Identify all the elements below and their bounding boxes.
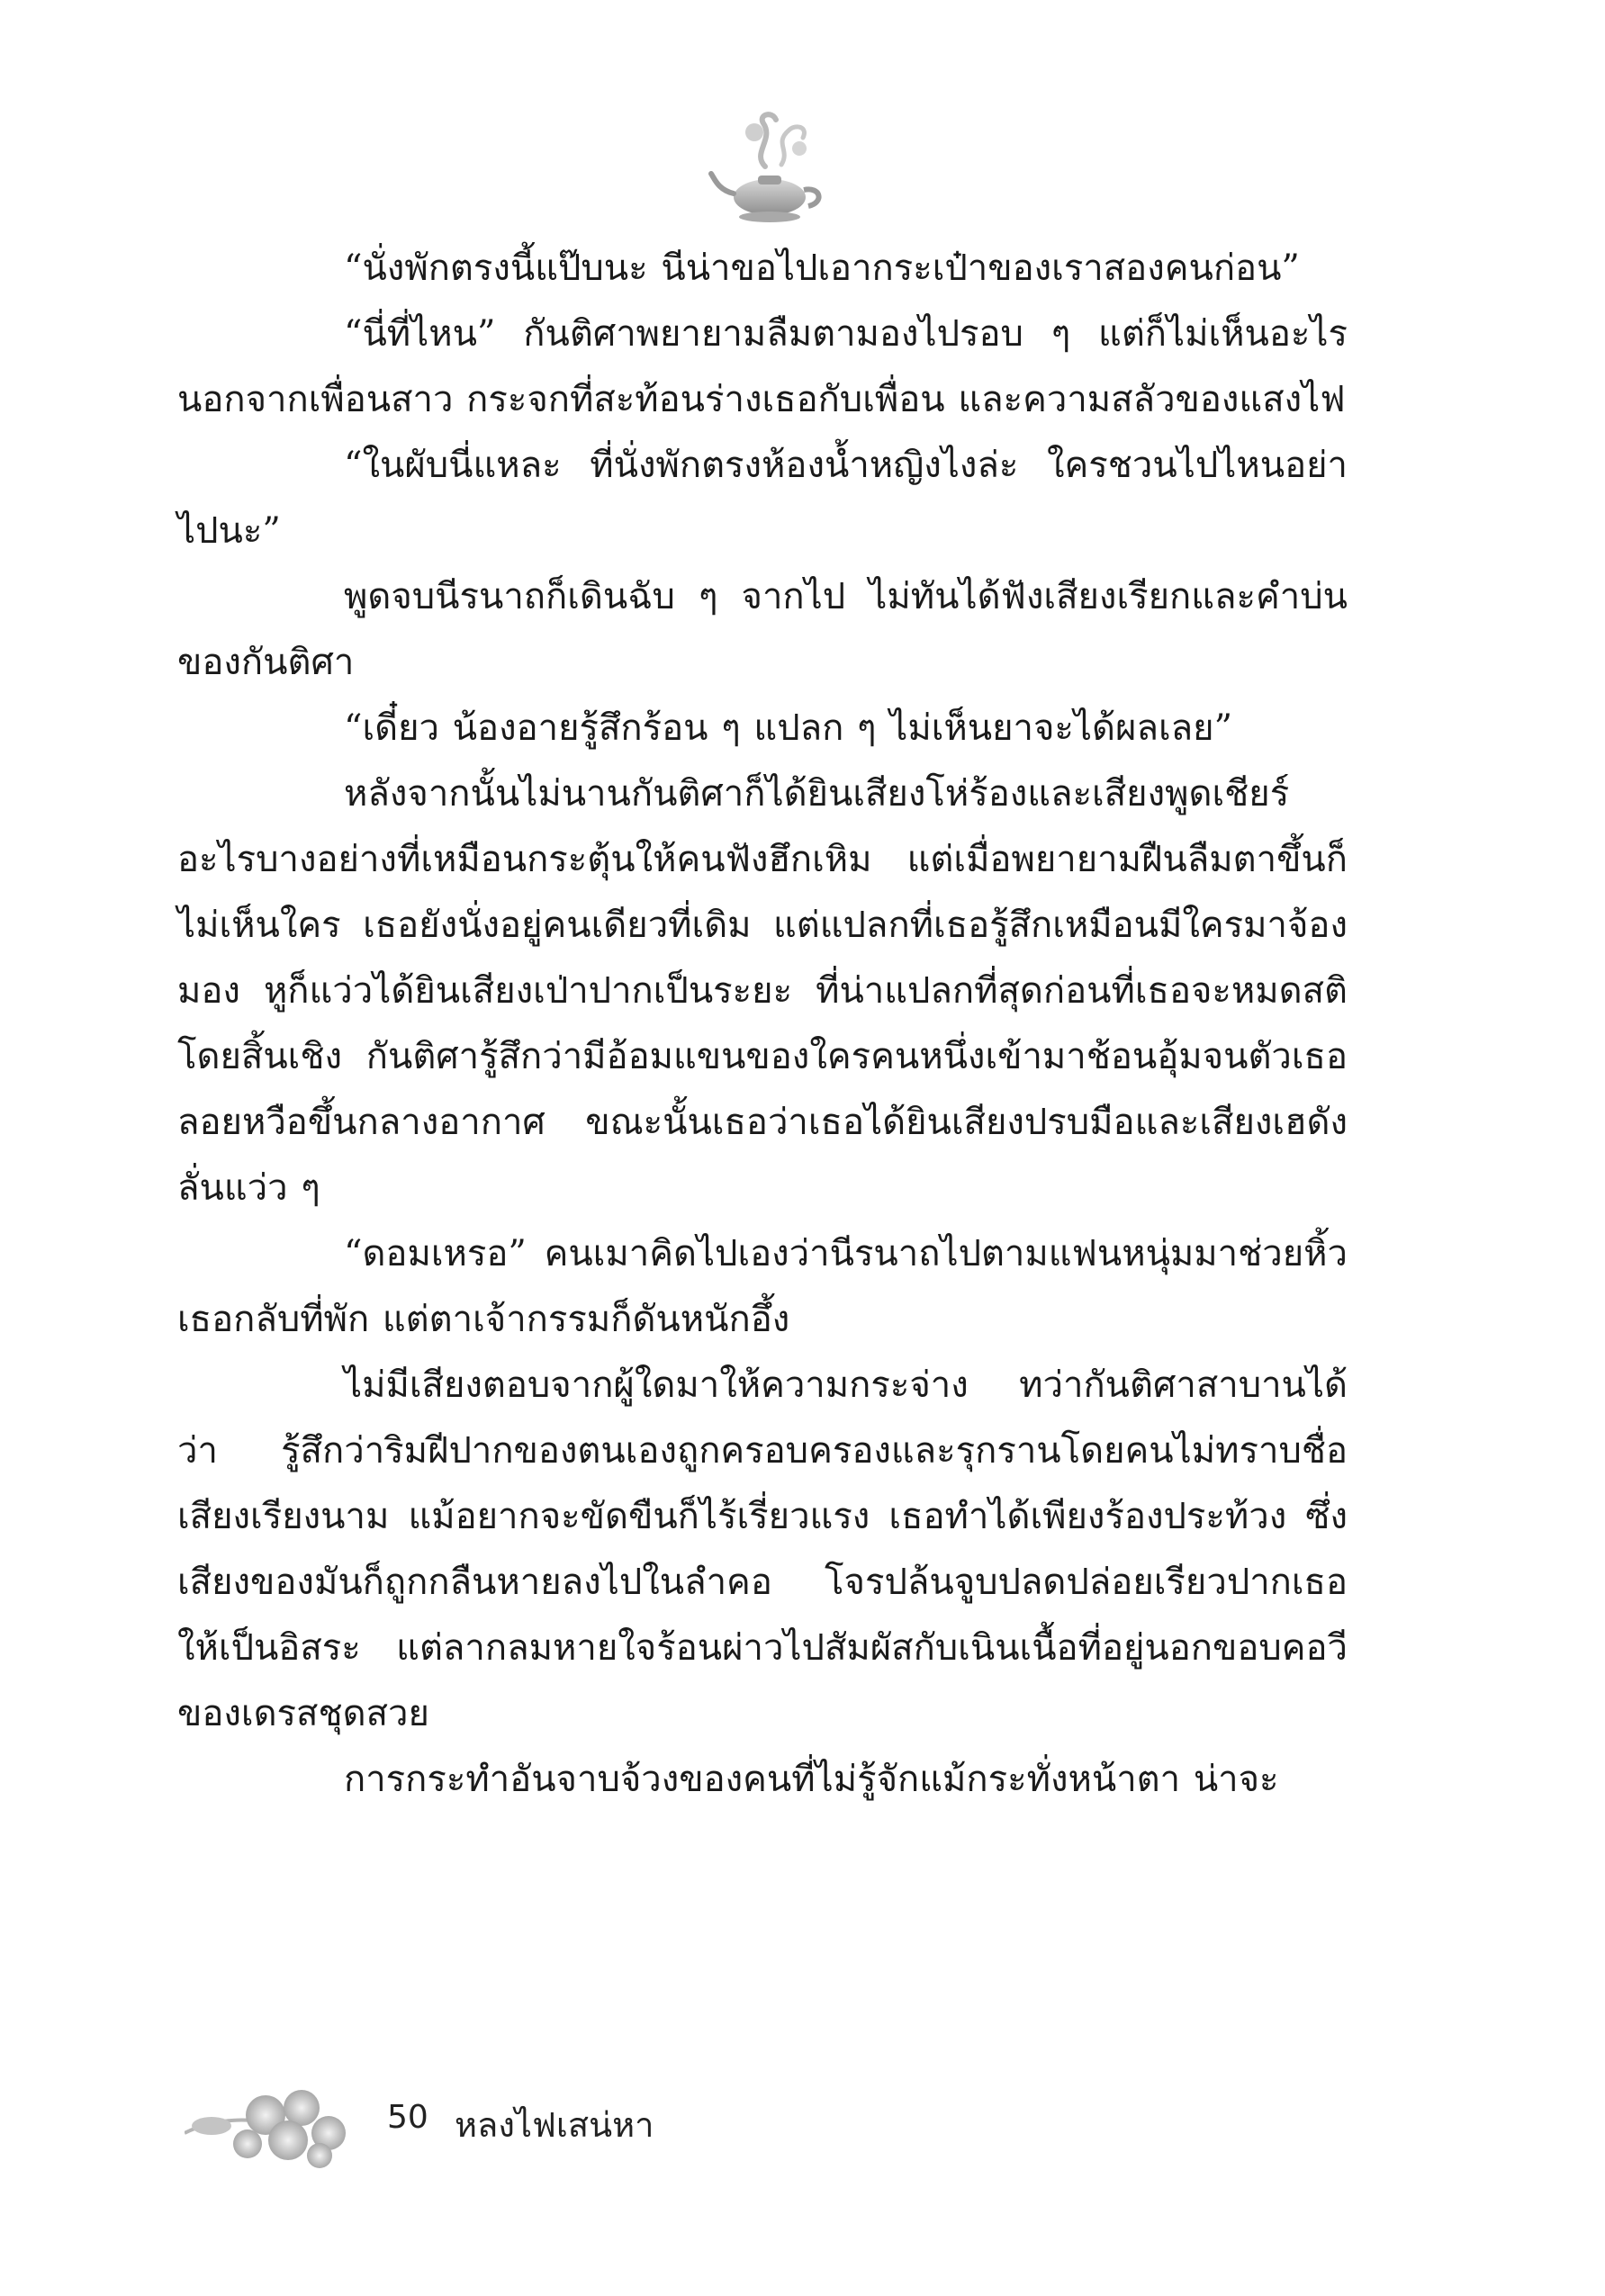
teapot-with-steam-icon: [702, 104, 837, 239]
paragraph: “นั่งพักตรงนี้แป๊บนะ นีน่าขอไปเอากระเป๋าของเราสองคนก่อน”: [344, 248, 1300, 289]
page-footer: [185, 2070, 725, 2169]
book-title: หลงไฟเสน่หา: [455, 2105, 654, 2145]
body-text: [177, 236, 1348, 1813]
paragraph: การกระทำอันจาบจ้วงของคนที่ไม่รู้จักแม้กระทั่งหน้าตา น่าจะ: [344, 1759, 1279, 1800]
paragraph: “ในผับนี่แหละ ที่นั่งพักตรงห้องน้ำหญิงไงล่ะ ใครชวนไปไหนอย่าไปนะ”: [177, 445, 1348, 552]
paragraph: พูดจบนีรนาถก็เดินฉับ ๆ จากไป ไม่ทันได้ฟังเสียงเรียกและคำบ่นของกันติศา: [177, 576, 1348, 683]
page-number: 50: [387, 2099, 428, 2136]
paragraph: ไม่มีเสียงตอบจากผู้ใดมาให้ความกระจ่าง ทว่ากันติศาสาบานได้ว่า รู้สึกว่าริมฝีปากของตนเองถูกครอบครองและรุกรานโดยคนไม่ทราบชื่อเสียงเรียงนาม แม้อยากจะขัดขืนก็ไร้เรี่ยวแรง เธอทำได้เพียงร้องประท้วง ซึ่งเสียงของมันก็ถูกกลืนหายลงไปในลำคอ โจรปล้นจูบปลดปล่อยเรียวปากเธอให้เป็นอิสระ แต่ลากลมหายใจร้อนผ่าวไปสัมผัสกับเนินเนื้อที่อยู่นอกขอบคอวีของเดรสชุดสวย: [177, 1364, 1348, 1734]
paragraph: “นี่ที่ไหน” กันติศาพยายามลืมตามองไปรอบ ๆ แต่ก็ไม่เห็นอะไร นอกจากเพื่อนสาว กระจกที่สะท้อนร่างเธอกับเพื่อน และความสลัวของแสงไฟ: [177, 313, 1348, 420]
paragraph: หลังจากนั้นไม่นานกันติศาก็ได้ยินเสียงโห่ร้องและเสียงพูดเชียร์อะไรบางอย่างที่เหมือนกระตุ้นให้คนฟังฮึกเหิม แต่เมื่อพยายามฝืนลืมตาขึ้นก็ไม่เห็นใคร เธอยังนั่งอยู่คนเดียวที่เดิม แต่แปลกที่เธอรู้สึกเหมือนมีใครมาจ้องมอง หูก็แว่วได้ยินเสียงเป่าปากเป็นระยะ ที่น่าแปลกที่สุดก่อนที่เธอจะหมดสติโดยสิ้นเชิง กันติศารู้สึกว่ามีอ้อมแขนของใครคนหนึ่งเข้ามาช้อนอุ้มจนตัวเธอลอยหวือขึ้นกลางอากาศ ขณะนั้นเธอว่าเธอได้ยินเสียงปรบมือและเสียงเฮดังลั่นแว่ว ๆ: [177, 773, 1348, 1209]
paragraph: “ดอมเหรอ” คนเมาคิดไปเองว่านีรนาถไปตามแฟนหนุ่มมาช่วยหิ้วเธอกลับที่พัก แต่ตาเจ้ากรรมก็ดันหนักอึ้ง: [177, 1233, 1348, 1340]
paragraph: “เดี๋ยว น้องอายรู้สึกร้อน ๆ แปลก ๆ ไม่เห็นยาจะได้ผลเลย”: [344, 707, 1233, 749]
flower-cluster-icon: [185, 2070, 383, 2169]
